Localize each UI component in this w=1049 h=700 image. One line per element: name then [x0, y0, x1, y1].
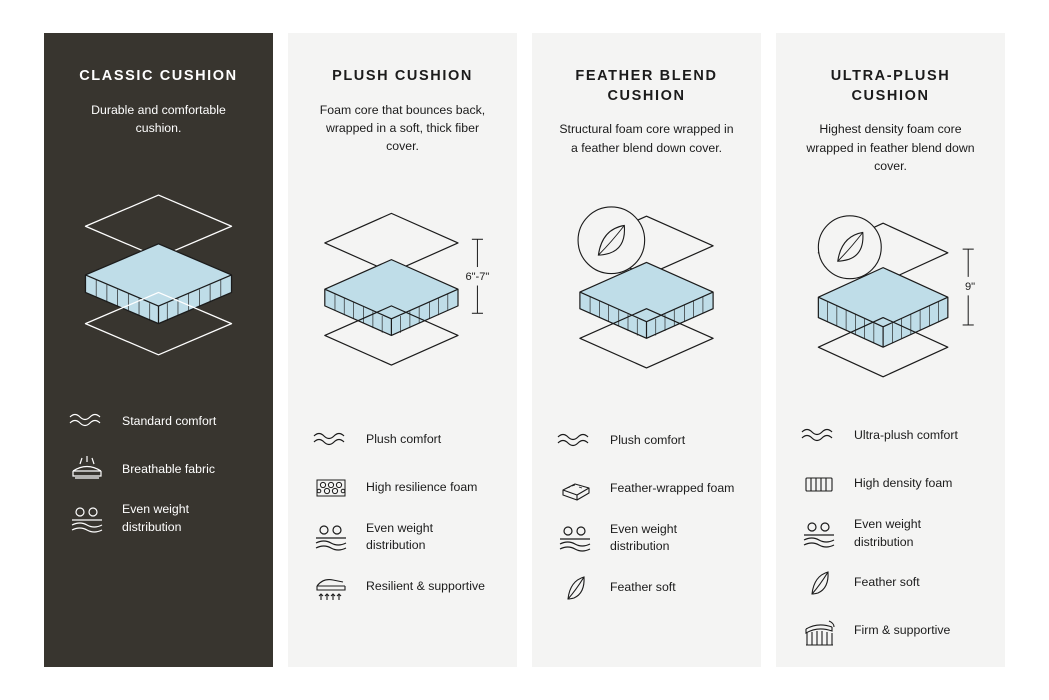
card-ultra-plush-cushion [776, 33, 1005, 667]
leaf-icon [798, 567, 840, 599]
card-feather-blend-cushion [532, 33, 761, 667]
list-item [310, 571, 495, 603]
high-resilience-foam-icon [310, 472, 352, 504]
list-item-label: Even weight distribution [366, 520, 433, 553]
resilient-supportive-icon [310, 571, 352, 603]
list-item-label: Breathable fabric [122, 461, 215, 476]
list-item [310, 520, 495, 555]
feature-list-plush [310, 424, 495, 603]
feature-list-feather-blend [554, 425, 739, 604]
even-weight-distribution-icon [66, 503, 108, 535]
high-density-foam-icon [798, 468, 840, 500]
list-item [798, 468, 983, 500]
cushion-diagram-plush [310, 166, 495, 418]
wave-comfort-icon [798, 420, 840, 452]
page-title: FEATHER BLEND CUSHION [575, 68, 718, 104]
list-item-label: High resilience foam [366, 480, 478, 495]
list-item [798, 567, 983, 599]
list-item-label: Feather soft [854, 575, 920, 590]
list-item-label: Feather soft [610, 580, 676, 595]
page-title: PLUSH CUSHION [332, 68, 473, 84]
list-item [554, 521, 739, 556]
list-item-label: Even weight distribution [610, 522, 677, 554]
list-item [554, 473, 739, 505]
list-item [798, 615, 983, 647]
card-description: Durable and comfortable cushion. [91, 102, 226, 135]
wave-comfort-icon [310, 424, 352, 456]
page-title: CLASSIC CUSHION [79, 68, 238, 84]
list-item-label: Plush comfort [366, 432, 442, 447]
list-item-label: Firm & supportive [854, 623, 951, 638]
leaf-icon [554, 572, 596, 604]
list-item-label: Resilient & supportive [366, 579, 485, 594]
leaf-badge [818, 216, 881, 279]
list-item [310, 472, 495, 504]
list-item [798, 420, 983, 452]
list-item [554, 572, 739, 604]
cushion-diagram-classic [66, 147, 251, 399]
card-description: Highest density foam core wrapped in feather blend down cover. [806, 122, 975, 173]
list-item [66, 453, 251, 485]
even-weight-distribution-icon [310, 521, 352, 553]
wave-comfort-icon [554, 425, 596, 457]
list-item [798, 516, 983, 551]
list-item-label: Even weight distribution [122, 502, 189, 534]
height-label: 9" [964, 280, 976, 293]
card-description: Foam core that bounces back, wrapped in a soft, thick fiber cover. [319, 102, 486, 154]
list-item-label: Ultra-plush comfort [854, 428, 958, 443]
card-plush-cushion [288, 33, 517, 667]
page-title: ULTRA-PLUSH CUSHION [830, 68, 951, 104]
feature-list-classic [66, 405, 251, 536]
card-description: Structural foam core wrapped in a feather blend down cover. [559, 122, 734, 155]
list-item [66, 405, 251, 437]
list-item-label: High density foam [854, 476, 953, 491]
cushion-diagram-ultra-plush [798, 185, 983, 414]
list-item [310, 424, 495, 456]
list-item [554, 425, 739, 457]
list-item-label: Standard comfort [122, 413, 217, 428]
list-item-label: Feather-wrapped foam [610, 481, 735, 496]
feather-wrapped-foam-icon [554, 473, 596, 505]
breathable-fabric-icon [66, 453, 108, 485]
height-label: 6"-7" [465, 270, 490, 283]
leaf-badge [578, 207, 645, 274]
cushion-diagram-feather-blend [554, 167, 739, 419]
feature-list-ultra-plush [798, 420, 983, 647]
even-weight-distribution-icon [554, 522, 596, 554]
even-weight-distribution-icon [798, 518, 840, 550]
card-classic-cushion [44, 33, 273, 667]
list-item-label: Plush comfort [610, 433, 686, 448]
list-item [66, 501, 251, 536]
list-item-label: Even weight distribution [854, 517, 921, 549]
wave-comfort-icon [66, 405, 108, 437]
firm-supportive-icon [798, 615, 840, 647]
